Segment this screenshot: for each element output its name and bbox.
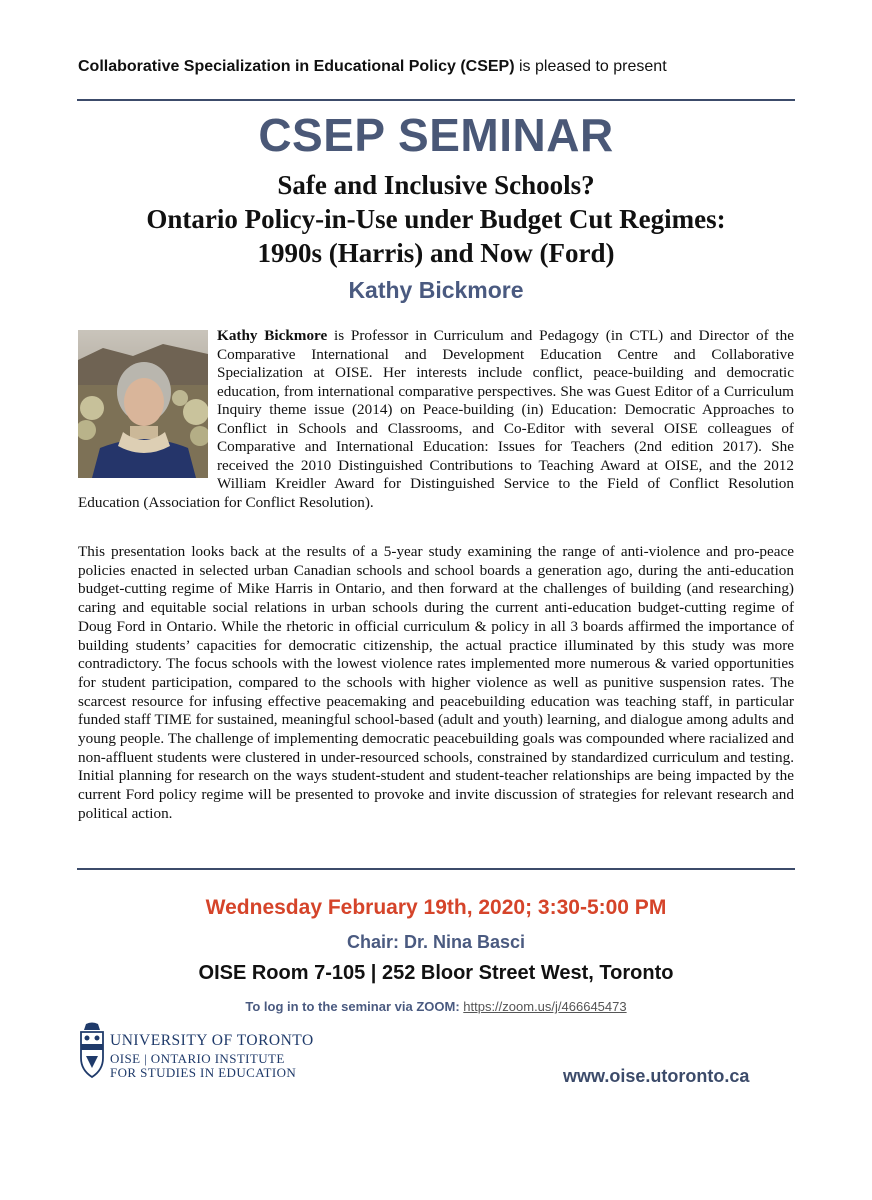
zoom-label: To log in to the seminar via ZOOM: bbox=[245, 999, 464, 1014]
logo-line-2: OISE | ONTARIO INSTITUTE bbox=[110, 1051, 285, 1066]
subtitle-line: Safe and Inclusive Schools? bbox=[277, 170, 595, 200]
zoom-link[interactable]: https://zoom.us/j/466645473 bbox=[463, 999, 627, 1014]
subtitle-line: 1990s (Harris) and Now (Ford) bbox=[257, 238, 615, 268]
page-title: CSEP SEMINAR bbox=[258, 109, 614, 161]
top-divider bbox=[77, 99, 795, 101]
event-chair: Chair: Dr. Nina Basci bbox=[346, 932, 526, 952]
bio-name: Kathy Bickmore bbox=[217, 327, 328, 344]
bio-text: is Professor in Curriculum and Pedagogy (in CTL) and Director of the Comparative International and Development Education Centre and Collaborative Specialization at OISE. Her interests include conflict, peace-building and democratic education, from international comparative perspectives. She was Guest Editor of a Curriculum Inquiry theme issue (2014) on Peace-building (in) Education: Democratic Approaches to Conflict in Schools and Classrooms, and Co-Editor with several OISE colleagues of Comparative and International Education: Issues for Teachers (2nd edition 2017). She received the 2010 Distinguished Contributions to Teaching Award at OISE, and the 2012 William Kreidler Award for Distinguished Service to the Field of Conflict Resolution Education (Association for Conflict Resolution). bbox=[78, 327, 794, 511]
intro-suffix: is pleased to present bbox=[514, 58, 667, 75]
speaker-name: Kathy Bickmore bbox=[348, 277, 524, 303]
speaker-bio bbox=[78, 327, 794, 512]
logo-line-3: FOR STUDIES IN EDUCATION bbox=[110, 1065, 297, 1080]
university-crest-icon bbox=[78, 1022, 106, 1080]
uoft-oise-logo bbox=[78, 1022, 368, 1082]
website-url: www.oise.utoronto.ca bbox=[563, 1066, 750, 1086]
intro-line bbox=[78, 58, 798, 76]
seminar-subtitle bbox=[60, 168, 812, 270]
bottom-divider bbox=[77, 868, 795, 870]
event-date: Wednesday February 19th, 2020; 3:30-5:00 PM bbox=[205, 896, 667, 919]
event-location: OISE Room 7-105 | 252 Bloor Street West, Toronto bbox=[198, 962, 674, 984]
org-name: Collaborative Specialization in Educational Policy (CSEP) bbox=[78, 58, 515, 75]
logo-line-1: UNIVERSITY OF TORONTO bbox=[110, 1032, 314, 1049]
zoom-info bbox=[0, 999, 872, 1014]
subtitle-line: Ontario Policy-in-Use under Budget Cut Regimes: bbox=[146, 204, 726, 234]
speaker-photo bbox=[78, 330, 208, 478]
abstract-text: This presentation looks back at the results of a 5-year study examining the range of anti-violence and pro-peace policies enacted in selected urban Canadian schools and school boards a generation ago, during the anti-education budget-cutting regime of Mike Harris in Ontario, and then forward at the challenges of building (and researching) caring and equitable social relations in urban schools during the current anti-education budget-cutting regime of Doug Ford in Ontario. While the rhetoric in official curriculum & policy in all 3 boards affirmed the importance of building students’ capacities for democratic citizenship, the actual practice illuminated by this study was more contradictory. The focus schools with the lowest violence rates implemented more numerous & varied opportunities for student participation, compared to the schools with higher violence as well as punitive suspension rates. The scarcest resource for infusing effective peacemaking and peacebuilding education was teaching staff, in particular funded staff TIME for sustained, meaningful school-based (adult and youth) learning, and dialogue among adults and young people. The challenge of implementing democratic peacebuilding goals was compounded where racialized and non-affluent students were clustered in under-resourced schools, constrained by standardized curriculum and testing. Initial planning for research on the ways student-student and student-teacher relationships are being impacted by the current Ford policy regime will be presented to provoke and invite discussion of strategies for relevant research and political action. bbox=[78, 543, 794, 822]
